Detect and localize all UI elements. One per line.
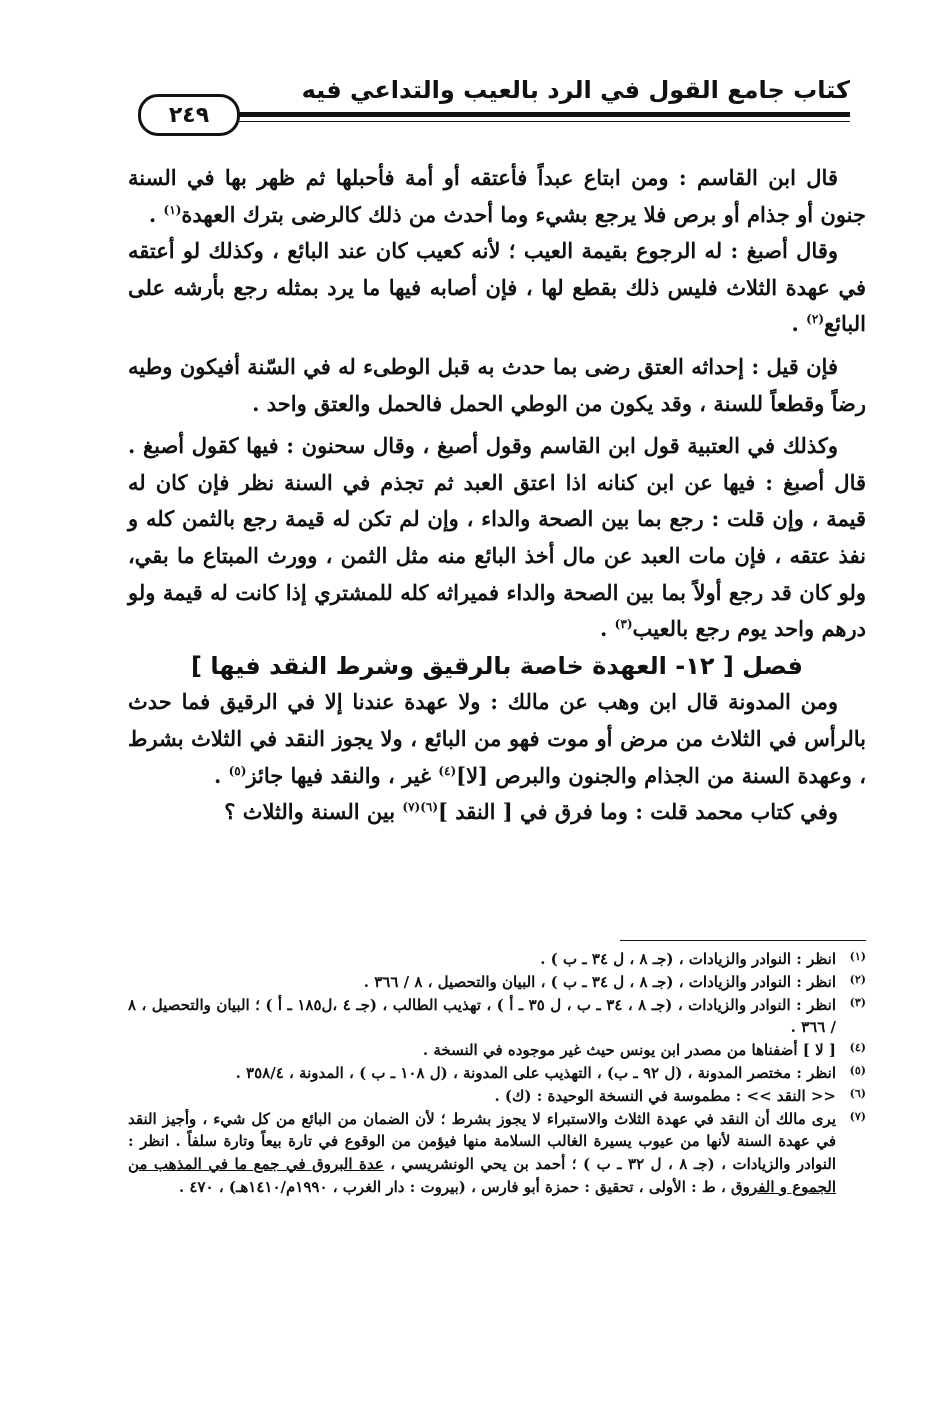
section-heading: فصل [ ١٢- العهدة خاصة بالرقيق وشرط النقد فيها ] xyxy=(191,651,803,680)
footnote-3 xyxy=(128,994,866,1040)
footnote-ref: (٦)(٧) xyxy=(402,800,439,815)
footnote-mark: (٤) xyxy=(849,1041,866,1055)
footnote-text: انظر : النوادر والزيادات ، (جـ ٨ ، ٣٤ ـ ب ، ل ٣٥ ـ أ ) ، تهذيب الطالب ، (جـ ٤ ،ل١٨٥ ـ أ ) ؛ البيان والتحصيل ، ٨ / ٣٦٦ . xyxy=(128,995,836,1037)
footnote-ref: (١) xyxy=(163,202,182,217)
paragraph-3: فإن قيل : إحداثه العتق رضى بما حدث به قبل الوطىء له في السّنة أفيكون وطيه رضاً وقطعاً للسنة ، وقد يكون من الوطي الحمل فالحمل والعتق واحد . xyxy=(128,353,866,416)
footnote-1 xyxy=(128,948,866,971)
underlined-book-title: عدة البروق في جمع ما في المذهب من الجموع و الفروق xyxy=(128,1155,836,1196)
footnote-separator xyxy=(620,940,866,941)
footnotes xyxy=(128,948,866,1199)
paragraph-6: وفي كتاب محمد قلت : وما فرق في [ النقد ]$^{(٦)(٧)}$ بين السنة والثلاث ؟ xyxy=(224,799,838,825)
footnote-ref: (٥) xyxy=(228,763,247,778)
footnote-mark: (٣) xyxy=(849,995,866,1009)
footnote-text: انظر : مختصر المدونة ، (ل ٩٢ ـ ب) ، التهذيب على المدونة ، (ل ١٠٨ ـ ب ) ، المدونة ، ٣٥٨/٤ . xyxy=(235,1063,836,1082)
paragraph-1: قال ابن القاسم : ومن ابتاع عبداً فأعتقه أو أمة فأحبلها ثم ظهر بها في السنة جنون أو جذام أو برص فلا يرجع بشيء وما أحدث من ذلك كالرضى بترك العهدة$^{(١)}$ . xyxy=(128,165,866,227)
footnote-5 xyxy=(128,1062,866,1085)
paragraph-4: وكذلك في العتبية قول ابن القاسم وقول أصبغ ، وقال سحنون : فيها كقول أصبغ . قال أصبغ : فيها عن ابن كنانه اذا اعتق العبد ثم تجذم في السنة نظر فإن كان له قيمة ، وإن قلت : رجع بما بين الصحة والداء ، وإن لم تكن له قيمة رجع بالثمن كله و نفذ عتقه ، فإن مات العبد عن مال أخذ البائع منه مثل الثمن ، وورث المبتاع ما بقي، ولو كان قد رجع أولاً بما بين الصحة والداء فميراثه كله للمشتري إذا كانت له قيمة ولو درهم واحد يوم رجع بالعيب$^{(٣)}$ . xyxy=(128,433,866,642)
header-rule-thick xyxy=(225,112,850,117)
footnote-text: انظر : النوادر والزيادات ، (جـ ٨ ، ل ٣٤ ـ ب ) ، البيان والتحصيل ، ٨ / ٣٦٦ . xyxy=(363,972,836,991)
footnote-text: يرى مالك أن النقد في عهدة الثلاث والاستبراء لا يجوز بشرط ؛ لأن الضمان من البائع من كل شيء ، وأجيز النقد في عهدة السنة لأنها من عيوب يسيرة الغالب السلامة منها فيؤمن من الوقوع في تارة بيعاً وتارة سلفاً . انظر : النوادر والزيادات ، (جـ ٨ ، ل ٣٢ ـ ب ) ؛ أحمد بن يحي الونشريسي ، عدة البروق في جمع ما في المذهب من الجموع و الفروق ، ط : الأولى ، تحقيق : حمزة أبو فارس ، (بيروت : دار الغرب ، ١٩٩٠م/١٤١٠هـ) ، ٤٧٠ . xyxy=(128,1109,837,1196)
footnote-text: [ لا ] أضفناها من مصدر ابن يونس حيث غير موجوده في النسخة . xyxy=(422,1041,836,1060)
page-number: ٢٤٩ xyxy=(138,94,240,136)
footnote-text: انظر : النوادر والزيادات ، (جـ ٨ ، ل ٣٤ ـ ب ) . xyxy=(540,950,836,968)
main-text xyxy=(128,160,866,831)
footnote-6 xyxy=(128,1085,866,1108)
running-title: كتاب جامع القول في الرد بالعيب والتداعي فيه xyxy=(301,76,850,104)
header-rule-thin xyxy=(225,121,850,122)
footnote-mark: (٦) xyxy=(849,1086,866,1100)
footnote-4 xyxy=(128,1039,866,1062)
paragraph-2: وقال أصبغ : له الرجوع بقيمة العيب ؛ لأنه كعيب كان عند البائع ، وكذلك لو أعتقه في عهدة الثلاث فليس ذلك بقطع لها ، فإن أصابه فيها ما يرد بمثله رجع بأرشه على البائع$^{(٢)}$ . xyxy=(128,238,866,337)
footnote-mark: (٧) xyxy=(849,1109,866,1123)
footnote-7 xyxy=(128,1108,866,1199)
footnote-mark: (٥) xyxy=(849,1063,866,1077)
paragraph-5: ومن المدونة قال ابن وهب عن مالك : ولا عهدة عندنا إلا في الرقيق فما حدث بالرأس في الثلاث من مرض أو موت فهو من البائع ، ولا يجوز النقد في الثلاث بشرط ، وعهدة السنة من الجذام والجنون والبرص [لا]$^{(٤)}$ غير ، والنقد فيها جائز$^{(٥)}$ . xyxy=(128,689,866,788)
footnote-mark: (١) xyxy=(849,950,866,963)
footnote-text: << النقد >> : مطموسة في النسخة الوحيدة : (ك) . xyxy=(494,1086,836,1105)
footnote-ref: (٣) xyxy=(614,617,633,632)
page-header xyxy=(130,72,850,132)
footnote-mark: (٢) xyxy=(849,972,866,986)
footnote-ref: (٤) xyxy=(438,763,457,778)
footnote-2 xyxy=(128,971,866,994)
footnote-ref: (٢) xyxy=(806,312,824,327)
